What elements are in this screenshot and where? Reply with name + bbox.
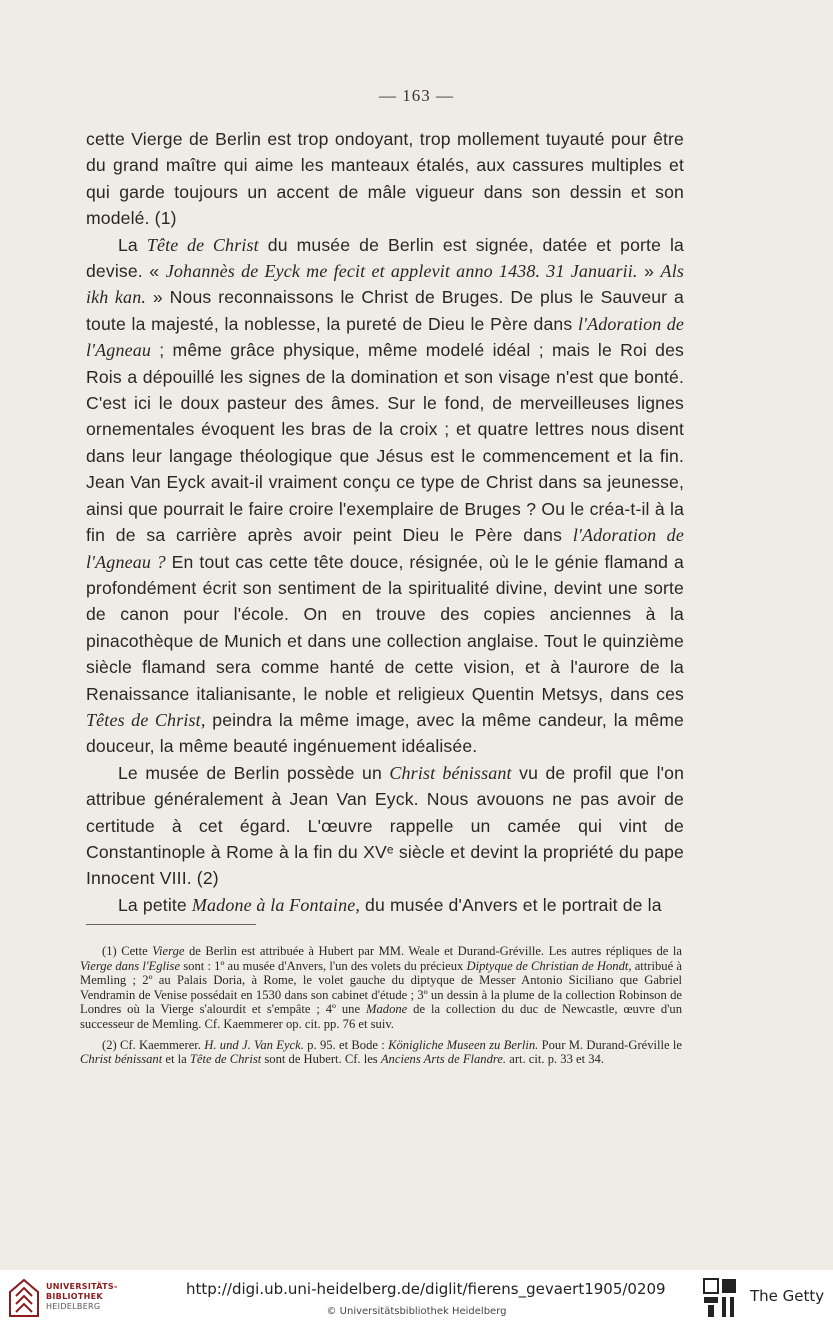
italic-text: Königliche Museen zu Berlin. [388, 1037, 539, 1052]
footnote [80, 944, 682, 1032]
text-run: de la collection du duc de Newcastle, œuvre d'un successeur de Memling. Cf. Kaemmerer op. cit. pp. 76 et suiv. [80, 1002, 682, 1031]
italic-text: Madone [365, 1002, 408, 1017]
text-run: et la [162, 1052, 190, 1067]
italic-text: l'Adoration de l'Agneau ? [86, 525, 684, 572]
text-run: peindra la même image, avec la même candeur, la même douceur, la même beauté ingénuement idéalisée. [86, 709, 684, 757]
text-run: p. 95. et Bode : [303, 1037, 389, 1052]
footnote [80, 1038, 682, 1067]
footnote-rule [86, 924, 256, 925]
italic-text: Johannès de Eyck me fecit et applevit anno 1438. 31 Januarii. [165, 261, 638, 282]
text-run: sont : 1º au musée d'Anvers, l'un des volets du précieux [180, 958, 467, 973]
italic-text: Christ bénissant [80, 1052, 163, 1067]
text-run: La [118, 234, 147, 255]
italic-text: Madone à la Fontaine, [191, 894, 361, 915]
text-run: La petite [118, 894, 192, 915]
text-run: vu de profil que l'on attribue généralement à Jean Van Eyck. Nous avouons ne pas avoir de certitude à cet égard. L'œuvre rappelle un camée qui vint de Constantinople à Rome à la fin du XVᵉ siècle et devint la propriété du pape Innocent VIII. (2) [86, 762, 685, 889]
body-text [86, 126, 684, 918]
italic-text: Vierge [152, 944, 185, 958]
paragraph [86, 232, 684, 760]
italic-text: Diptyque de Christian de Hondt, [466, 958, 632, 973]
italic-text: Anciens Arts de Flandre. [380, 1052, 507, 1067]
copyright-notice: © Universitätsbibliothek Heidelberg [326, 1306, 507, 1317]
text-run: sont de Hubert. Cf. les [261, 1052, 381, 1067]
text-run: (1) Cette [102, 944, 153, 958]
library-line3: HEIDELBERG [46, 1302, 101, 1311]
text-run: (2) Cf. Kaemmerer. [102, 1037, 205, 1052]
text-run: » Nous reconnaissons le Christ de Bruges. De plus le Sauveur a toute la majesté, la noblesse, la pureté de Dieu le Père dans [86, 287, 684, 334]
italic-text: Vierge dans l'Eglise [80, 958, 181, 973]
text-run: du musée d'Anvers et le portrait de la [360, 894, 662, 915]
text-run: ; même grâce physique, même modelé idéal ; mais le Roi des Rois a dépouillé les signes de la domination et son visage n'est que bonté. C'est ici le doux pasteur des âmes. Sur le fond, de merveilleuses lignes ornementales évoquent les bras de la croix ; et quatre lettres nous disent dans leur langage théologique que Jésus est le commencement et la fin. Jean Van Eyck avait-il vraiment conçu ce type de Christ dans sa jeunesse, ainsi que pourrait le faire croire l'exemplaire de Bruges ? Ou le créa-t-il à la fin de sa carrière après avoir peint Dieu le Père dans [86, 340, 684, 546]
italic-text: l'Adoration de l'Agneau [86, 313, 684, 361]
text-run: Pour M. Durand-Gréville le [538, 1037, 683, 1052]
text-run: cette Vierge de Berlin est trop ondoyant, trop mollement tuyauté pour être du grand maître qui aime les manteaux étalés, aux cassures multiples et qui garde toujours un accent de mâle vigueur dans son dessin et son modelé. (1) [86, 129, 684, 229]
getty-logo-icon [703, 1278, 737, 1318]
paragraph [86, 892, 684, 918]
getty-name: The Getty [750, 1287, 825, 1305]
library-line2: BIBLIOTHEK [46, 1292, 103, 1301]
text-run: de Berlin est attribuée à Hubert par MM. Weale et Durand-Gréville. Les autres répliques de la [184, 944, 682, 958]
library-line1: UNIVERSITÄTS- [46, 1282, 118, 1291]
paragraph [86, 760, 684, 892]
italic-text: Tête de Christ [189, 1052, 262, 1067]
text-run: art. cit. p. 33 et 34. [506, 1052, 605, 1067]
italic-text: Tête de Christ [146, 234, 259, 255]
viewer-footer [0, 1270, 833, 1326]
italic-text: Têtes de Christ, [86, 709, 206, 730]
permalink-url[interactable]: http://digi.ub.uni-heidelberg.de/diglit/fierens_gevaert1905/0209 [186, 1280, 666, 1298]
page-number: — 163 — [379, 86, 454, 105]
text-run: » [637, 261, 661, 282]
text-run: Le musée de Berlin possède un [118, 762, 390, 783]
italic-text: Als ikh kan. [86, 261, 684, 308]
text-run: En tout cas cette tête douce, résignée, où le le génie flamand a profondément écrit son sentiment de la spiritualité divine, devint une sorte de canon pour l'école. On en trouve des copies anciennes à la pinacothèque de Munich et dans une collection anglaise. Tout le quinzième siècle flamand sera comme hanté de cette vision, et à l'aurore de la Renaissance italianisante, le noble et religieux Quentin Metsys, dans ces [86, 551, 684, 704]
text-run: du musée de Berlin est signée, datée et porte la devise. « [86, 234, 684, 282]
paragraph [86, 126, 684, 232]
footnotes [80, 944, 682, 1073]
italic-text: H. und J. Van Eyck. [204, 1037, 304, 1052]
text-run: attribué à Memling ; 2º au Palais Doria, à Rome, le volet gauche du diptyque de Messer Antonio Siciliano que Gabriel Vendramin de Venise possédait en 1530 dans son cabinet d'étude ; 3º un dessin à la plume de la collection Robinson de Londres où la Vierge s'alourdit et s'empâte ; 4º une [80, 958, 682, 1017]
italic-text: Christ bénissant [389, 762, 512, 783]
